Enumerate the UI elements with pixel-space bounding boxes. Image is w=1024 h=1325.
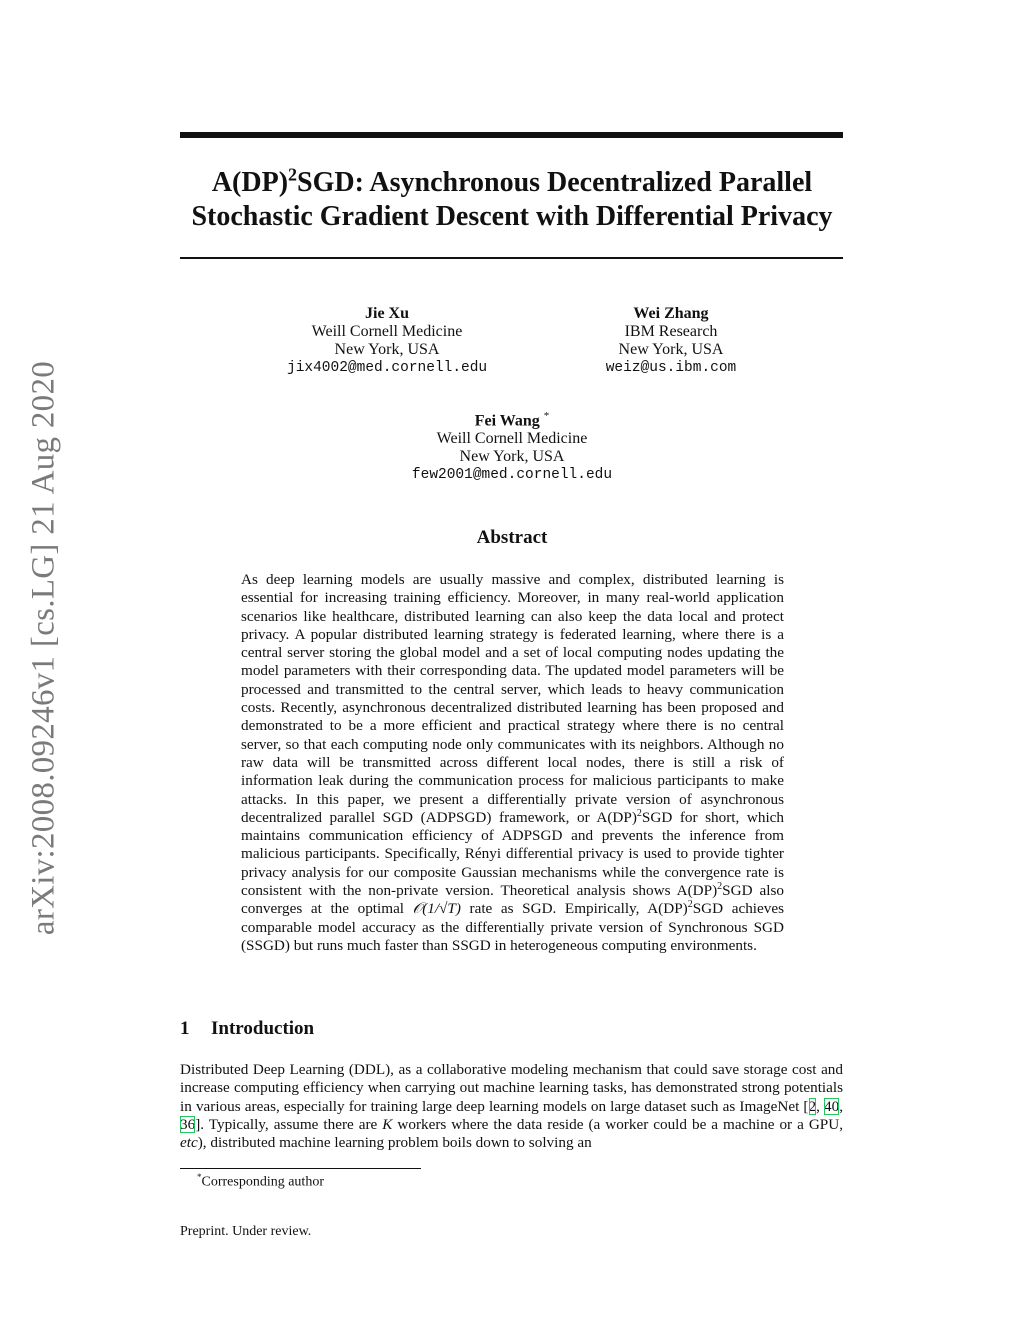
- citation-separator: ,: [839, 1097, 844, 1115]
- intro-text: Distributed Deep Learning (DDL), as a collaborative modeling mechanism that could save storage cost and increase computing efficiency when carrying out machine learning tasks, has demonstrated strong potentials in various areas, especially for training large deep learning models on large dataset such as ImageNet [: [180, 1061, 843, 1115]
- abstract-text: SGD achieves comparable model accuracy as the differentially private version of Synchronous SGD (SSGD) but runs much faster than SSGD in heterogeneous computing environments.: [241, 900, 784, 954]
- citation-separator: ,: [816, 1097, 825, 1115]
- title-part-1: A(DP): [211, 167, 289, 198]
- intro-text: ), distributed machine learning problem boils down to solving an: [197, 1134, 592, 1152]
- citation-link[interactable]: 36: [180, 1115, 196, 1133]
- author-block-1: [287, 305, 487, 377]
- citation-link[interactable]: 40: [824, 1097, 840, 1115]
- footnote: [197, 1172, 324, 1191]
- abstract-text: SGD for short, which maintains communication efficiency of ADPSGD and prevents the inference from malicious participants. Specifically, Rényi differential privacy is used to provide tighter privacy analysis for our composite Gaussian mechanisms while the convergence rate is consistent with the non-private version. Theoretical analysis shows A(DP): [241, 808, 784, 900]
- title-line-1: [150, 166, 874, 200]
- abstract-superscript: 2: [687, 899, 693, 911]
- author-location: New York, USA: [334, 341, 440, 358]
- author-name-line: [362, 407, 662, 430]
- preprint-notice: Preprint. Under review.: [180, 1224, 312, 1239]
- author-email[interactable]: weiz@us.ibm.com: [605, 360, 737, 376]
- paper-title: [150, 166, 874, 234]
- author-affiliation: Weill Cornell Medicine: [311, 323, 463, 340]
- intro-italic-etc: etc: [180, 1134, 198, 1152]
- author-email[interactable]: few2001@med.cornell.edu: [411, 467, 613, 484]
- abstract-body: [241, 571, 784, 955]
- convergence-rate-formula: 𝒪(1/√T): [412, 900, 461, 918]
- author-name: Fei Wang: [474, 412, 540, 430]
- title-line-2: Stochastic Gradient Descent with Differential Privacy: [191, 201, 833, 232]
- footnote-rule: [180, 1168, 421, 1169]
- corresponding-marker: *: [543, 410, 550, 422]
- title-bottom-rule: [180, 257, 843, 259]
- abstract-heading: Abstract: [476, 527, 548, 548]
- abstract-text: SGD also converges at the optimal: [241, 882, 784, 918]
- abstract-superscript: 2: [636, 807, 642, 819]
- intro-text: ]. Typically, assume there are: [195, 1115, 383, 1133]
- section-heading-introduction: [180, 1018, 314, 1040]
- section-title: Introduction: [211, 1018, 315, 1039]
- title-part-2: SGD: Asynchronous Decentralized Parallel: [297, 167, 813, 198]
- section-number: 1: [180, 1018, 190, 1039]
- intro-text: workers where the data reside (a worker could be a machine or a GPU,: [392, 1115, 843, 1133]
- author-location: New York, USA: [618, 341, 724, 358]
- introduction-body: [180, 1061, 843, 1152]
- author-name: Wei Zhang: [633, 305, 709, 322]
- arxiv-identifier: arXiv:2008.09246v1 [cs.LG] 21 Aug 2020: [25, 360, 62, 936]
- footnote-marker: *: [197, 1172, 202, 1182]
- abstract-text: As deep learning models are usually massive and complex, distributed learning is essential for increasing training efficiency. Moreover, in many real-world application scenarios like healthcare, distributed learning can also keep the data local and protect privacy. A popular distributed learning strategy is federated learning, where there is a central server storing the global model and a set of local computing nodes updating the model parameters with their corresponding data. The updated model parameters will be processed and transmitted to the central server, which leads to heavy communication costs. Recently, asynchronous decentralized distributed learning has been proposed and demonstrated to be a more efficient and practical strategy where there is no central server, so that each computing node only communicates with its neighbors. Although no raw data will be transmitted across different local nodes, there is still a risk of information leak during the communication process for malicious participants to make attacks. In this paper, we present a differentially private version of asynchronous decentralized parallel SGD (ADPSGD) framework, or A(DP): [241, 571, 784, 826]
- author-name: Jie Xu: [365, 305, 409, 322]
- title-superscript: 2: [288, 164, 298, 185]
- author-block-3: [362, 407, 662, 484]
- citation-link[interactable]: 2: [808, 1097, 817, 1115]
- abstract-superscript: 2: [717, 880, 723, 892]
- author-location: New York, USA: [459, 448, 565, 466]
- footnote-text: Corresponding author: [201, 1174, 324, 1190]
- math-variable-k: K: [382, 1115, 393, 1133]
- title-top-rule: [180, 132, 843, 138]
- abstract-text: rate as SGD. Empirically, A(DP): [460, 900, 688, 918]
- author-email[interactable]: jix4002@med.cornell.edu: [287, 360, 488, 376]
- author-affiliation: Weill Cornell Medicine: [436, 430, 588, 448]
- author-affiliation: IBM Research: [624, 323, 718, 340]
- author-block-2: [571, 305, 771, 377]
